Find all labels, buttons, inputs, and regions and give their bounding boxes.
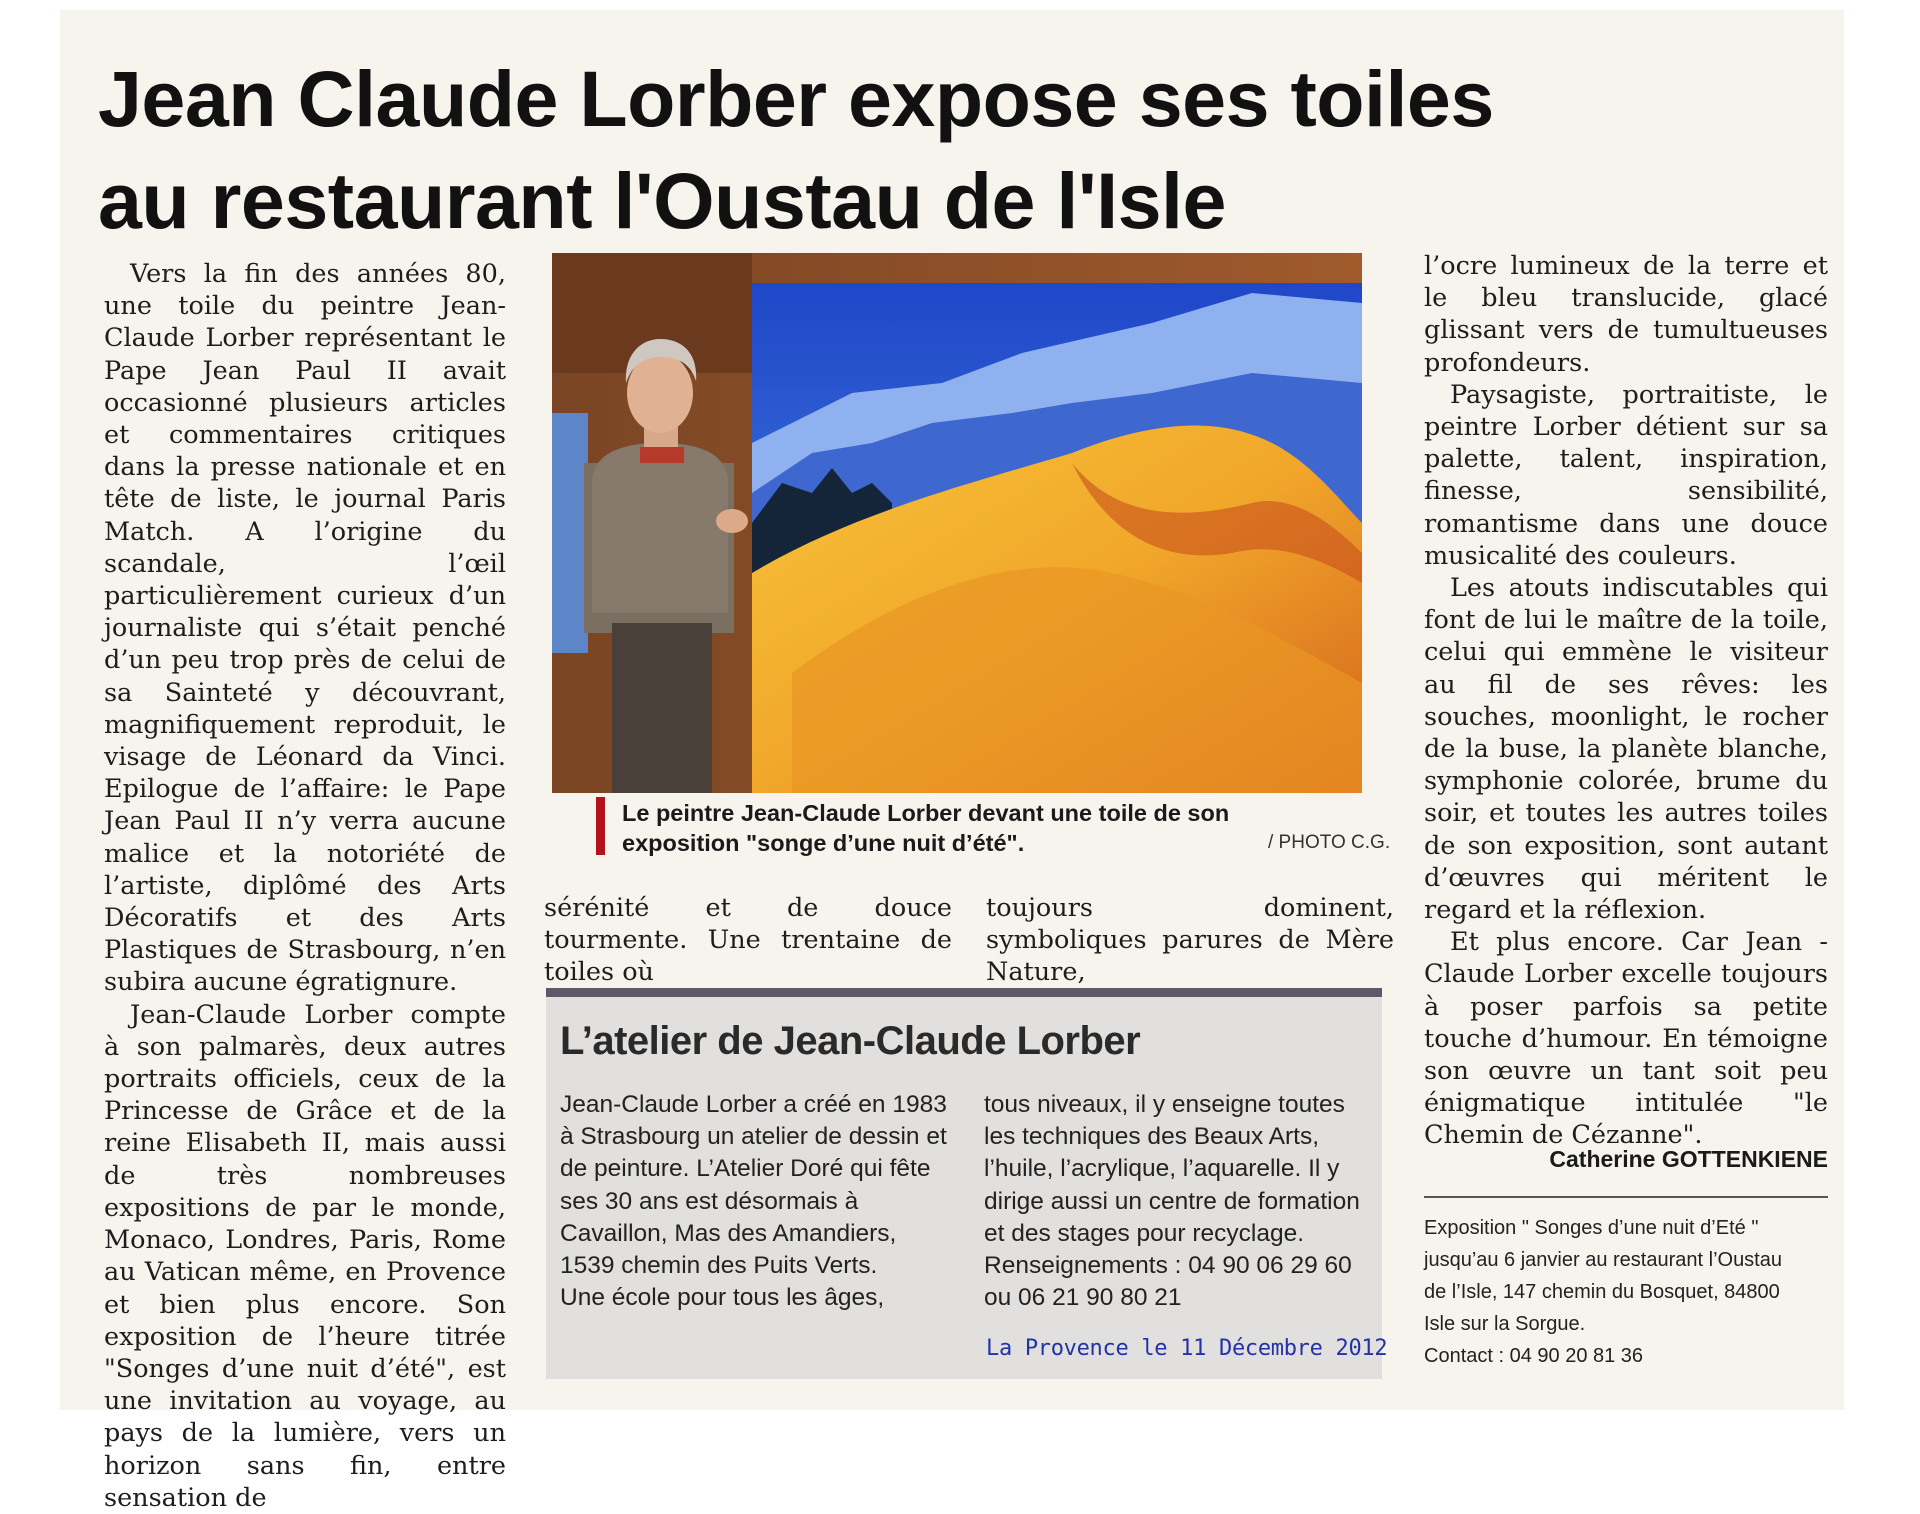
- article-left-column: [104, 258, 506, 1514]
- author-byline: Catherine GOTTENKIENE: [1549, 1146, 1828, 1172]
- sidebar-column-a: [560, 1089, 950, 1314]
- headline-line-1: Jean Claude Lorber expose ses toiles: [98, 54, 1494, 143]
- article-middle-column-a: sérénité et de douce tourmente. Une trentaine de toiles où: [544, 893, 952, 988]
- article-paragraph: Jean-Claude Lorber compte à son palmarès, deux autres portraits officiels, ceux de la Princesse de Grâce et de la reine Elisabeth II, mais aussi de très nombreuses expositions de par le monde, Monaco, Londres, Paris, Rome au Vatican même, en Provence et bien plus encore. Son exposition de l’heure titrée "Songes d’une nuit d’été", est une invitation au voyage, au pays de la lumière, vers un horizon sans fin, entre sensation de: [104, 999, 506, 1513]
- article-paragraph: Les atouts indiscutables qui font de lui le maître de la toile, celui qui emmène le visiteur au fil de ses rêves: les souches, moonlight, le rocher de la buse, la planète blanche, symphonie colorée, brume du soir, et toutes les autres toiles de son exposition, sont autant d’œuvres qui méritent le regard et la réflexion.: [1424, 573, 1828, 926]
- photo-caption: Le peintre Jean-Claude Lorber devant une toile de son exposition "songe d’une nuit d’été".: [622, 800, 1230, 856]
- sidebar-paragraph: tous niveaux, il y enseigne toutes les techniques des Beaux Arts, l’huile, l’acrylique, l’aquarelle. Il y dirige aussi un centre de formation et des stages pour recyclage.: [984, 1091, 1360, 1247]
- info-line: jusqu’au 6 janvier au restaurant l’Oustau: [1424, 1249, 1782, 1271]
- article-right-column: [1424, 250, 1828, 1152]
- caption-accent-bar: [596, 797, 605, 855]
- info-line: de l’Isle, 147 chemin du Bosquet, 84800: [1424, 1281, 1780, 1303]
- headline: [98, 48, 1494, 252]
- article-paragraph: Paysagiste, portraitiste, le peintre Lorber détient sur sa palette, talent, inspiration, finesse, sensibilité, romantisme dans une douce musicalité des couleurs.: [1424, 379, 1828, 571]
- source-note: La Provence le 11 Décembre 2012: [986, 1336, 1388, 1361]
- sidebar-column-b: [984, 1089, 1374, 1314]
- sidebar-paragraph: Une école pour tous les âges,: [560, 1284, 885, 1312]
- article-paragraph: Vers la fin des années 80, une toile du peintre Jean-Claude Lorber représentant le Pape Jean Paul II avait occasionné plusieurs articles et commentaires critiques dans la presse nationale et en tête de liste, le journal Paris Match. A l’origine du scandale, l’œil particulièrement curieux d’un journaliste qui s’était penché d’un peu trop près de celui de sa Sainteté y découvrant, magnifiquement reproduit, le visage de Léonard da Vinci. Epilogue de l’affaire: le Pape Jean Paul II n’y verra aucune malice et la notoriété de l’artiste, diplômé des Arts Décoratifs et des Arts Plastiques de Strasbourg, n’en subira aucune égratignure.: [104, 259, 506, 998]
- info-line: Isle sur la Sorgue.: [1424, 1313, 1586, 1335]
- sidebar-contact: Renseignements : 04 90 06 29 60 ou 06 21 90 80 21: [984, 1252, 1352, 1312]
- divider-rule: [1424, 1196, 1828, 1198]
- sidebar-paragraph: Jean-Claude Lorber a créé en 1983 à Strasbourg un atelier de dessin et de peinture. L’Atelier Doré qui fête ses 30 ans est désormais à Cavaillon, Mas des Amandiers, 1539 chemin des Puits Verts.: [560, 1091, 947, 1280]
- photo-credit: / PHOTO C.G.: [1268, 832, 1391, 853]
- article-photo: [552, 253, 1362, 793]
- article-middle-column-b: toujours dominent, symboliques parures de Mère Nature,: [986, 893, 1394, 988]
- atelier-sidebar-box: [546, 988, 1382, 1379]
- headline-line-2: au restaurant l'Oustau de l'Isle: [98, 156, 1226, 245]
- exhibition-info: [1424, 1212, 1834, 1372]
- info-line: Exposition " Songes d’une nuit d’Eté ": [1424, 1217, 1759, 1239]
- sidebar-title: L’atelier de Jean-Claude Lorber: [560, 1019, 1141, 1063]
- info-line: Contact : 04 90 20 81 36: [1424, 1345, 1644, 1367]
- article-paragraph: Et plus encore. Car Jean -Claude Lorber excelle toujours à poser parfois sa petite touche d’humour. En témoigne son œuvre un tant soit peu énigmatique intitulée "le Chemin de Cézanne".: [1424, 927, 1828, 1151]
- article-paragraph: l’ocre lumineux de la terre et le bleu translucide, glacé glissant vers de tumultueuses profondeurs.: [1424, 251, 1828, 378]
- painting-photo-illustration: [552, 253, 1362, 793]
